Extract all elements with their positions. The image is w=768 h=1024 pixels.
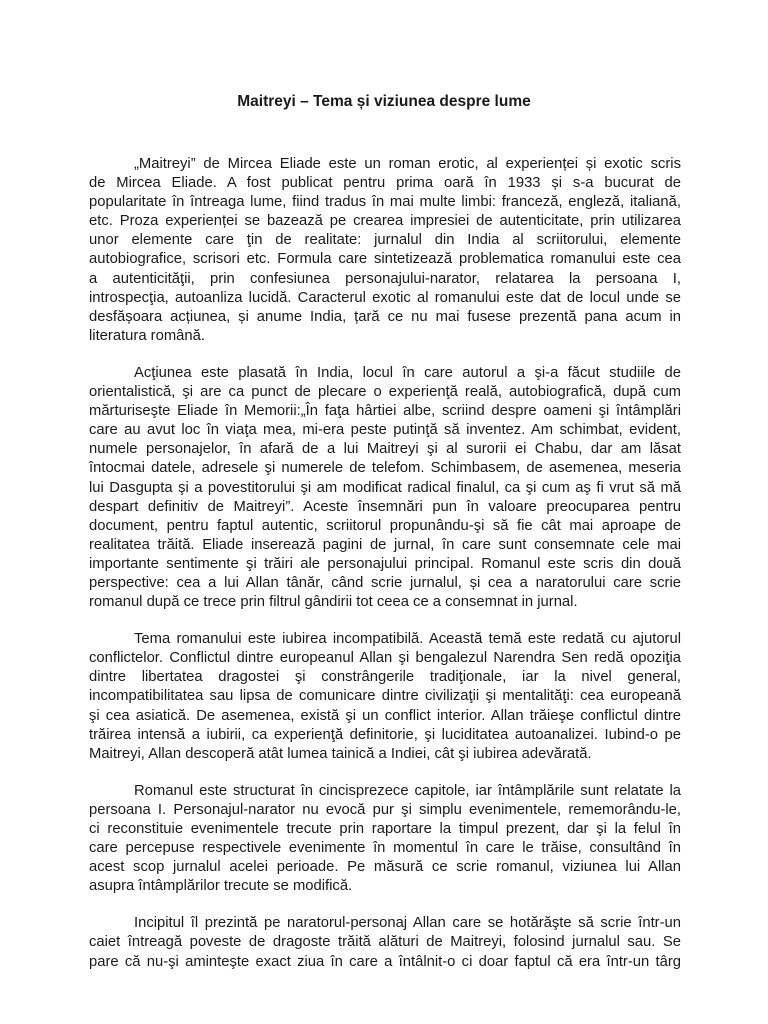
paragraph-line: dintre libertatea dragostei şi constrângerile tradiţionale, iar la nivel general, <box>89 669 681 686</box>
paragraph-line: introspecţia, autoanliza lucidă. Caracterul exotic al romanului este dat de locul unde se <box>89 289 681 306</box>
paragraph-line: „Maitreyi” de Mircea Eliade este un roman erotic, al experienței și exotic scris <box>134 156 681 172</box>
paragraph-line: trăirea intensă a iubirii, ca experienţă definitorie, şi luciditatea autoanalizei. Iubind-o pe <box>89 726 681 743</box>
paragraph-line: conflictelor. Conflictul dintre europeanul Allan şi bengalezul Narendra Sen redă opoziţia <box>89 650 681 667</box>
paragraph-line: perspective: cea a lui Allan tânăr, când scrie jurnalul, și cea a naratorului care scrie <box>89 574 681 591</box>
paragraph-line: popularitate în întreaga lume, fiind tradus în mai multe limbi: franceză, engleză, italiană, <box>89 194 681 211</box>
paragraph-line: Maitreyi, Allan descoperă atât lumea tainică a Indiei, cât şi iubirea adevărată. <box>89 745 592 762</box>
paragraph-line: orientalistică, şi are ca punct de plecare o experienţă reală, autobiografică, după cum <box>89 384 681 401</box>
paragraph-line: asupra întâmplărilor trecute se modifică. <box>89 878 353 895</box>
paragraph-line: autobiografice, scrisori etc. Formula care sintetizează problematica romanului este cea <box>89 251 681 268</box>
paragraph-line: a autenticităţii, prin confesiunea personajului-narator, relatarea la persoana I, <box>89 270 681 287</box>
paragraph-line: despart definitiv de Maitreyi”. Aceste însemnări pun în valoare preocuparea pentru <box>89 498 681 515</box>
paragraph-line: şi cea asiatică. De asemenea, există şi un conflict interior. Allan trăieşe conflictul dintre <box>89 707 681 724</box>
paragraph-line: persoana I. Personajul-narator nu evocă pur şi simplu evenimentele, rememorându-le, <box>89 801 681 818</box>
paragraph <box>89 782 681 897</box>
paragraph-line: lui Dasgupta şi a povestitorului şi am modificat radical finalul, ca şi cum aş fi vrut să mă <box>89 479 681 496</box>
paragraph-line: mărturiseşte Eliade în Memorii:„În faţa hârtiei albe, scriind despre oameni şi întâmplări <box>89 403 681 420</box>
paragraph-line: Acţiunea este plasată în India, locul în care autorul a şi-a făcut studiile de <box>134 364 681 381</box>
paragraph-line: numele personajelor, în afară de a lui Maitreyi şi al surorii ei Chabu, dar am lăsat <box>89 441 681 458</box>
paragraph-line: document, pentru faptul autentic, scriitorul propunându-şi să fie cât mai aproape de <box>89 517 681 534</box>
paragraph-line: Incipitul îl prezintă pe naratorul-personaj Allan care se hotărăşte să scrie într-un <box>134 915 681 932</box>
paragraph-line: de Mircea Eliade. A fost publicat pentru prima oară în 1933 și s-a bucurat de <box>89 175 681 192</box>
paragraph-line: literatura română. <box>89 327 205 344</box>
paragraph-line: ci reconstituie evenimentele trecute prin raportare la timpul prezent, dar şi la felul în <box>89 821 681 837</box>
paragraph <box>89 914 681 971</box>
paragraph-line: unor elemente care ţin de realitate: jurnalul din India al scriitorului, elemente <box>89 232 681 249</box>
paragraph-line: desfășoara acțiunea, și anume India, țară ce nu mai fusese prezentă pana acum in <box>89 308 681 325</box>
page-title: Maitreyi – Tema și viziunea despre lume <box>237 93 531 110</box>
paragraph-line: Tema romanului este iubirea incompatibilă. Această temă este redată cu ajutorul <box>134 631 681 648</box>
paragraph-line: caiet întreagă poveste de dragoste trăită alături de Maitreyi, folosind jurnalul sau. Se <box>89 934 681 951</box>
paragraph-line: etc. Proza experienței se bazează pe crearea impresiei de autenticitate, prin utilizarea <box>89 213 681 230</box>
paragraph-line: care percepuse respectivele evenimente în momentul în care le trăise, consultând în <box>89 840 681 857</box>
document-body <box>89 155 681 990</box>
paragraph-line: care au avut loc în viaţa mea, mi-era peste putinţă să inventez. Am schimbat, evident, <box>89 422 681 439</box>
paragraph <box>89 155 681 346</box>
paragraph-line: pare că nu-şi aminteşte exact ziua în care a întâlnit-o ci doar faptul că era într-un târg <box>89 953 681 970</box>
paragraph <box>89 364 681 612</box>
paragraph-line: importante sentimente şi trăiri ale personajului principal. Romanul este scris din două <box>89 555 681 572</box>
paragraph-line: Romanul este structurat în cincisprezece capitole, iar întâmplările sunt relatate la <box>134 782 681 799</box>
paragraph-line: acest scop jurnalul acelei perioade. Pe măsură ce scrie romanul, viziunea lui Allan <box>89 859 681 876</box>
paragraph-line: realitatea trăită. Eliade inserează pagini de jurnal, în care sunt consemnate cele mai <box>89 536 681 553</box>
paragraph-line: incompatibilitatea sau lipsa de comunicare dintre civilizaţii şi mentalităţi: cea europeană <box>89 688 681 705</box>
paragraph-line: romanul după ce trece prin filtrul gândirii tot ceea ce a consemnat in jurnal. <box>89 594 578 611</box>
paragraph-line: întocmai datele, adresele şi numerele de telefom. Schimbasem, de asemenea, meseria <box>89 460 681 477</box>
paragraph <box>89 630 681 764</box>
